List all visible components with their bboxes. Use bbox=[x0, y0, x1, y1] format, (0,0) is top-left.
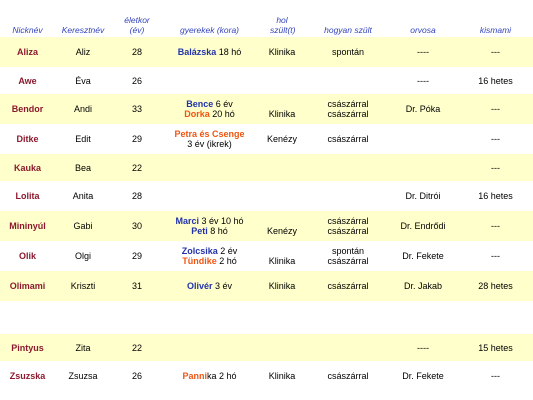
pregnant-cell-line: --- bbox=[491, 371, 500, 381]
doctor-cell-line: Dr. Jakab bbox=[403, 281, 443, 291]
birthplace-cell-line: Klinika bbox=[268, 371, 296, 381]
table-row bbox=[0, 271, 533, 301]
pregnant-cell-line: --- bbox=[491, 221, 500, 231]
nickname-cell: Awe bbox=[18, 75, 37, 86]
child-line bbox=[163, 99, 256, 109]
pregnant-cell bbox=[458, 271, 533, 301]
birthmethod-cell bbox=[308, 211, 388, 241]
children-cell bbox=[163, 154, 256, 181]
doctor-cell bbox=[388, 271, 458, 301]
table-row bbox=[0, 361, 533, 391]
child-age: 8 hó bbox=[207, 226, 228, 236]
birthmethod-cell-line: császárral bbox=[327, 226, 369, 236]
pregnant-cell-line: 16 hetes bbox=[478, 191, 513, 201]
birthplace-cell-line bbox=[256, 216, 308, 226]
child-name: Balázska bbox=[177, 47, 217, 57]
child-line bbox=[163, 256, 256, 266]
birthmethod-cell-line: császárral bbox=[327, 216, 369, 226]
doctor-cell bbox=[388, 154, 458, 181]
col-header-pregnant: kismami bbox=[479, 25, 512, 35]
child-name: Petra és Csenge bbox=[174, 129, 245, 139]
table-cell bbox=[458, 301, 533, 334]
birthplace-cell bbox=[256, 181, 308, 211]
age-cell: 33 bbox=[131, 104, 142, 114]
doctor-cell-line: ---- bbox=[417, 47, 429, 57]
child-line bbox=[163, 216, 256, 226]
nickname-cell: Pintyus bbox=[11, 342, 44, 353]
children-cell bbox=[163, 241, 256, 271]
nickname-cell: Olimami bbox=[9, 281, 46, 291]
children-cell bbox=[163, 94, 256, 124]
child-line bbox=[163, 226, 256, 236]
age-cell: 26 bbox=[131, 75, 142, 86]
child-line bbox=[163, 281, 256, 291]
doctor-cell-line: Dr. Fekete bbox=[402, 251, 444, 261]
pregnant-cell-line: 28 hetes bbox=[478, 281, 513, 291]
birthplace-cell-line bbox=[256, 99, 308, 109]
nickname-cell: Bendor bbox=[11, 104, 44, 114]
col-header-firstname: Keresztnév bbox=[61, 25, 105, 35]
birthmethod-cell bbox=[308, 271, 388, 301]
table-cell bbox=[308, 301, 388, 334]
col-header-doctor: orvosa bbox=[410, 25, 436, 35]
doctor-cell-line: Dr. Póka bbox=[405, 104, 441, 114]
table-cell bbox=[55, 301, 111, 334]
table-row bbox=[0, 154, 533, 181]
birthplace-cell-line: Klinika bbox=[268, 109, 296, 119]
child-name: Dorka bbox=[184, 109, 210, 119]
pregnant-cell bbox=[458, 361, 533, 391]
nickname-cell: Lolita bbox=[15, 191, 40, 201]
firstname-cell: Kriszti bbox=[70, 281, 96, 291]
child-name: Peti bbox=[191, 226, 208, 236]
nickname-cell: Kauka bbox=[13, 162, 41, 173]
doctor-cell bbox=[388, 334, 458, 361]
firstname-cell: Andi bbox=[73, 104, 92, 114]
birthmethod-cell bbox=[308, 181, 388, 211]
birthplace-cell-line: Klinika bbox=[268, 47, 296, 57]
age-cell: 22 bbox=[131, 162, 142, 173]
pregnant-cell bbox=[458, 211, 533, 241]
children-cell bbox=[163, 271, 256, 301]
firstname-cell: Zsuzsa bbox=[68, 371, 98, 381]
table-cell bbox=[163, 301, 256, 334]
pregnant-cell-line: --- bbox=[491, 47, 500, 57]
table-cell bbox=[0, 301, 55, 334]
table-row bbox=[0, 94, 533, 124]
birthplace-cell bbox=[256, 154, 308, 181]
child-age: 20 hó bbox=[209, 109, 235, 119]
nickname-cell: Zsuzska bbox=[9, 371, 46, 381]
pregnant-cell bbox=[458, 67, 533, 94]
table-body bbox=[0, 37, 533, 391]
birthmethod-cell-line: császárral bbox=[327, 281, 369, 291]
doctor-cell bbox=[388, 361, 458, 391]
child-line bbox=[163, 109, 256, 119]
child-name: Zolcsika bbox=[181, 246, 218, 256]
birthplace-cell-line: Kenézy bbox=[266, 226, 298, 236]
doctor-cell bbox=[388, 67, 458, 94]
child-age: 2 hó bbox=[216, 371, 237, 381]
table-cell bbox=[256, 301, 308, 334]
table-row bbox=[0, 124, 533, 154]
col-header-birthplace: hol szült(t) bbox=[270, 15, 296, 35]
firstname-cell: Edit bbox=[75, 134, 91, 144]
pregnant-cell bbox=[458, 241, 533, 271]
doctor-cell bbox=[388, 181, 458, 211]
child-name: Tündike bbox=[182, 256, 217, 266]
table-row bbox=[0, 37, 533, 67]
children-cell bbox=[163, 211, 256, 241]
age-cell: 31 bbox=[131, 281, 142, 291]
child-line bbox=[163, 47, 256, 57]
pregnant-cell bbox=[458, 334, 533, 361]
birthmethod-cell bbox=[308, 67, 388, 94]
child-age: ka bbox=[206, 371, 217, 381]
age-cell: 22 bbox=[131, 342, 142, 353]
birthplace-cell bbox=[256, 94, 308, 124]
birthmethod-cell bbox=[308, 124, 388, 154]
firstname-cell: Olgi bbox=[74, 251, 91, 261]
table-row bbox=[0, 241, 533, 271]
birthmethod-cell-line: spontán bbox=[331, 47, 365, 57]
birthplace-cell bbox=[256, 241, 308, 271]
age-cell: 28 bbox=[131, 191, 142, 201]
table-cell bbox=[388, 301, 458, 334]
doctor-cell bbox=[388, 241, 458, 271]
birthmethod-cell-line: császárral bbox=[327, 134, 369, 144]
child-line bbox=[163, 371, 256, 381]
table-cell bbox=[111, 301, 163, 334]
child-age: 6 év bbox=[213, 99, 233, 109]
doctor-cell bbox=[388, 211, 458, 241]
age-cell: 29 bbox=[131, 251, 142, 261]
child-age: 2 hó bbox=[216, 256, 237, 266]
pregnant-cell bbox=[458, 94, 533, 124]
birthplace-cell-line: Klinika bbox=[268, 281, 296, 291]
birthplace-cell bbox=[256, 271, 308, 301]
child-age: 3 év 10 hó bbox=[198, 216, 244, 226]
firstname-cell: Aliz bbox=[75, 47, 91, 57]
children-cell bbox=[163, 124, 256, 154]
firstname-cell: Bea bbox=[74, 162, 91, 173]
birthplace-cell-line: Klinika bbox=[268, 256, 296, 266]
child-name: Bence bbox=[186, 99, 214, 109]
birthplace-cell-line bbox=[256, 246, 308, 256]
child-age: 3 év bbox=[212, 281, 233, 291]
birthplace-cell bbox=[256, 334, 308, 361]
child-line bbox=[163, 129, 256, 139]
nickname-cell: Olik bbox=[18, 251, 36, 261]
doctor-cell-line: Dr. Endrődi bbox=[400, 221, 446, 231]
header-row bbox=[0, 0, 533, 37]
birthplace-cell bbox=[256, 211, 308, 241]
doctor-cell bbox=[388, 124, 458, 154]
child-age: 2 év bbox=[217, 246, 238, 256]
birthmethod-cell-line: császárral bbox=[327, 109, 369, 119]
birthmethod-cell bbox=[308, 37, 388, 67]
child-name: Marci bbox=[175, 216, 199, 226]
table-row bbox=[0, 211, 533, 241]
pregnant-cell bbox=[458, 124, 533, 154]
doctor-cell-line: Dr. Ditrói bbox=[405, 191, 441, 201]
firstname-cell: Gabi bbox=[73, 221, 93, 231]
birthmethod-cell-line: császárral bbox=[327, 99, 369, 109]
pregnant-cell-line: 15 hetes bbox=[478, 342, 513, 353]
col-header-age: életkor (év) bbox=[124, 15, 150, 35]
nickname-cell: Aliza bbox=[16, 47, 38, 57]
birthmethod-cell-line: spontán bbox=[331, 246, 365, 256]
birthplace-cell bbox=[256, 124, 308, 154]
birthmethod-cell bbox=[308, 241, 388, 271]
doctor-cell bbox=[388, 37, 458, 67]
pregnant-cell-line: --- bbox=[491, 251, 500, 261]
doctor-cell-line: ---- bbox=[417, 342, 429, 353]
nickname-cell: Ditke bbox=[16, 134, 39, 144]
birthmethod-cell-line: császárral bbox=[327, 371, 369, 381]
pregnant-cell-line: --- bbox=[491, 162, 500, 173]
pregnant-cell-line: 16 hetes bbox=[478, 75, 513, 86]
children-cell bbox=[163, 37, 256, 67]
child-line bbox=[163, 246, 256, 256]
table-row bbox=[0, 181, 533, 211]
age-cell: 30 bbox=[131, 221, 142, 231]
col-header-nickname: Nicknév bbox=[12, 25, 43, 35]
birthplace-cell bbox=[256, 37, 308, 67]
children-cell bbox=[163, 67, 256, 94]
col-header-birthmethod: hogyan szült bbox=[324, 25, 372, 35]
birthmethod-cell bbox=[308, 154, 388, 181]
children-cell bbox=[163, 181, 256, 211]
birthplace-cell bbox=[256, 361, 308, 391]
age-cell: 26 bbox=[131, 371, 142, 381]
pregnant-cell bbox=[458, 154, 533, 181]
birthmethod-cell bbox=[308, 94, 388, 124]
pregnant-cell-line: --- bbox=[491, 104, 500, 114]
pregnant-cell-line: --- bbox=[491, 134, 500, 144]
col-header-children: gyerekek (kora) bbox=[179, 25, 240, 35]
children-cell bbox=[163, 334, 256, 361]
birthplace-cell bbox=[256, 67, 308, 94]
firstname-cell: Zita bbox=[75, 342, 91, 353]
birthplace-cell-line: Kenézy bbox=[266, 134, 298, 144]
birthmethod-cell bbox=[308, 361, 388, 391]
age-cell: 29 bbox=[131, 134, 142, 144]
child-age: 3 év (ikrek) bbox=[187, 139, 232, 149]
pregnant-cell bbox=[458, 37, 533, 67]
child-line bbox=[163, 139, 256, 149]
firstname-cell: Anita bbox=[72, 191, 94, 201]
child-age: 18 hó bbox=[216, 47, 242, 57]
child-name: Olivér bbox=[186, 281, 213, 291]
firstname-cell: Éva bbox=[75, 75, 91, 86]
table-row bbox=[0, 67, 533, 94]
age-cell: 28 bbox=[131, 47, 142, 57]
doctor-cell-line: Dr. Fekete bbox=[402, 371, 444, 381]
doctor-cell bbox=[388, 94, 458, 124]
pregnant-cell bbox=[458, 181, 533, 211]
nickname-cell: Mininyúl bbox=[9, 221, 46, 231]
birthmethod-cell-line: császárral bbox=[327, 256, 369, 266]
empty-row bbox=[0, 301, 533, 334]
doctor-cell-line: ---- bbox=[417, 75, 429, 86]
children-cell bbox=[163, 361, 256, 391]
table-row bbox=[0, 334, 533, 361]
birthmethod-cell bbox=[308, 334, 388, 361]
child-name: Panni bbox=[182, 371, 207, 381]
